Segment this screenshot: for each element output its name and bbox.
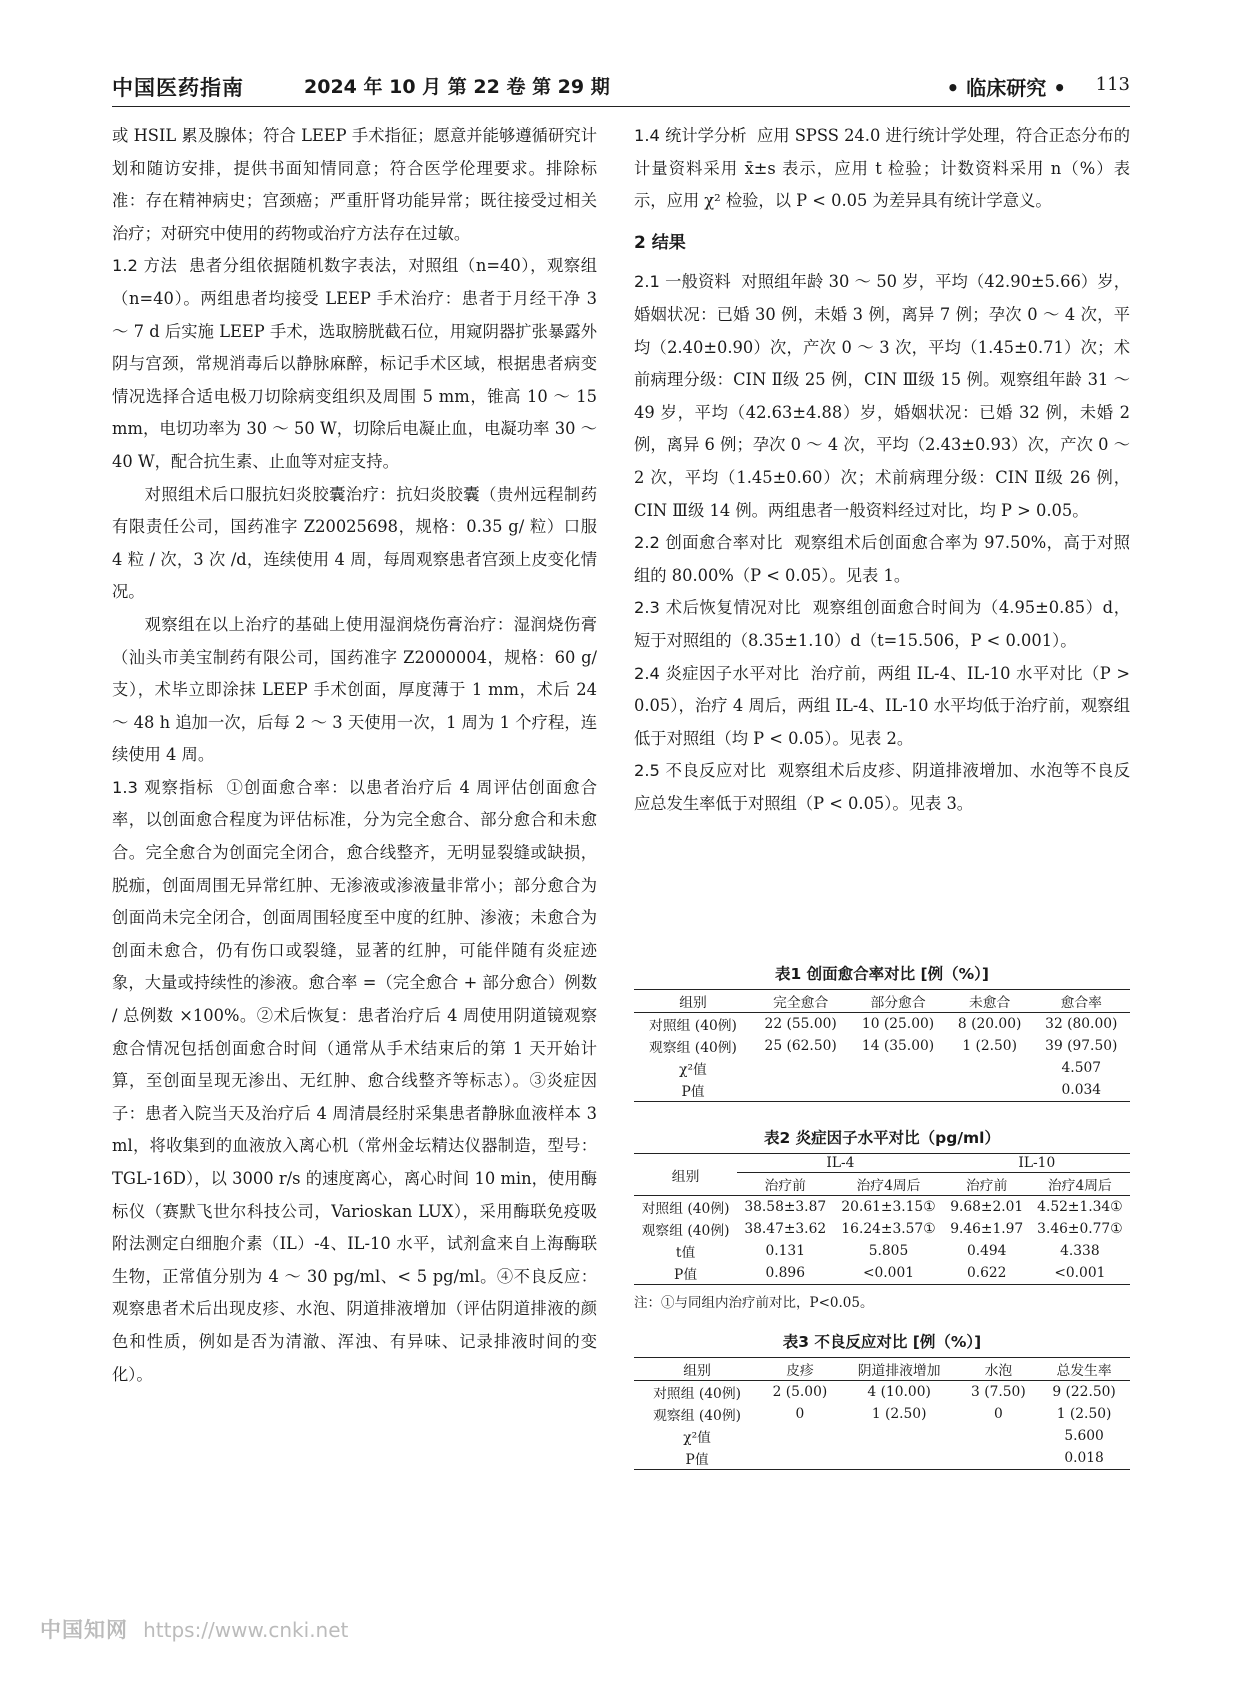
- table-cell: 38.47±3.62: [744, 1221, 827, 1237]
- table-cell: χ²值: [679, 1062, 707, 1078]
- table-row: [634, 1196, 1130, 1219]
- paragraph-text: 对照组年龄 30 ～ 50 岁，平均（42.90±5.66）岁，婚姻状况：已婚 30 例，未婚 3 例，离异 7 例；孕次 0 ～ 4 次，平均（2.40±0.90）次，产次 0 ～ 3 次，平均（1.45±0.71）次；术前病理分级：CIN Ⅱ级 25 例，CIN Ⅲ级 15 例。观察组年龄 31 ～ 49 岁，平均（42.63±4.88）岁，婚姻状况：已婚 32 例，未婚 2 例，离异 6 例；孕次 0 ～ 4 次，平均（2.43±0.93）次，产次 0 ～ 2 次，平均（1.45±0.60）次；术前病理分级：CIN Ⅱ级 26 例，CIN Ⅲ级 14 例。两组患者一般资料经过对比，均 P > 0.05。: [634, 272, 1130, 520]
- table-cell: 观察组 (40例): [653, 1408, 742, 1424]
- table-cell: 对照组 (40例): [649, 1018, 737, 1034]
- column-header: 愈合率: [1033, 990, 1130, 1013]
- table-row: [634, 1381, 1130, 1404]
- table-3: [634, 1330, 1130, 1470]
- table-cell: t值: [675, 1245, 696, 1261]
- table-title: 表1 创面愈合率对比 [例（%）]: [774, 965, 990, 983]
- table-cell: 4 (10.00): [867, 1384, 931, 1400]
- table-cell: 0.494: [966, 1243, 1007, 1259]
- table-cell: P值: [634, 1447, 760, 1470]
- paragraph-text: 对照组术后口服抗妇炎胶囊治疗：抗妇炎胶囊（贵州远程制药有限责任公司，国药准字 Z20025698，规格：0.35 g/ 粒）口服 4 粒 / 次，3 次 /d，连续使用 4 周，每周观察患者宫颈上皮变化情况。: [112, 484, 597, 602]
- table-cell: 39 (97.50): [1045, 1038, 1118, 1054]
- issue-info: 2024 年 10 月 第 22 卷 第 29 期: [304, 76, 610, 98]
- paragraph: [112, 772, 597, 1391]
- column-group-header: IL-4: [737, 1154, 943, 1173]
- table-cell: [760, 1447, 840, 1470]
- paragraph-text: 观察组创面愈合时间为（4.95±0.85）d，短于对照组的（8.35±1.10）d（t=15.506，P < 0.001）。: [634, 598, 1130, 650]
- cnki-url[interactable]: https://www.cnki.net: [143, 1618, 349, 1642]
- column-header: 完全愈合: [752, 990, 849, 1013]
- table-cell: [947, 1057, 1033, 1079]
- table-title: 表3 不良反应对比 [例（%）]: [782, 1333, 982, 1351]
- column-header: 皮疹: [760, 1358, 840, 1381]
- table-1: [634, 962, 1130, 1102]
- subsection-heading: 2.4 炎症因子水平对比: [634, 663, 800, 683]
- table-cell: 0.896: [737, 1262, 833, 1285]
- healing-rate-table: [634, 989, 1130, 1102]
- subsection-heading: 2.2 创面愈合率对比: [634, 533, 783, 553]
- paragraph: [634, 755, 1130, 820]
- table-cell: 5.805: [868, 1243, 909, 1259]
- subsection-heading: 1.3 观察指标: [112, 777, 214, 797]
- subsection-heading: 1.2 方法: [112, 256, 178, 276]
- table-cell: [959, 1447, 1039, 1470]
- table-cell: 1 (2.50): [871, 1406, 927, 1422]
- column-header: 组别: [634, 990, 752, 1013]
- column-header: 治疗4周后: [833, 1173, 943, 1196]
- table-row: [634, 1240, 1130, 1262]
- table-row: [634, 1057, 1130, 1079]
- table-cell: [849, 1079, 946, 1102]
- page-header: [112, 72, 1130, 108]
- table-cell: 1 (2.50): [962, 1038, 1017, 1054]
- table-note: 注：①与同组内治疗前对比，P<0.05。: [634, 1295, 874, 1311]
- column-header: 治疗前: [944, 1173, 1030, 1196]
- table-row: [634, 1425, 1130, 1447]
- table-title: 表2 炎症因子水平对比（pg/ml）: [764, 1129, 1000, 1147]
- paragraph-text: 观察组在以上治疗的基础上使用湿润烧伤膏治疗：湿润烧伤膏（汕头市美宝制药有限公司，国药准字 Z2000004，规格：60 g/ 支），术毕立即涂抹 LEEP 手术创面，厚度薄于 1 mm，术后 24 ～ 48 h 追加一次，后每 2 ～ 3 天使用一次，1 周为 1 个疗程，连续使用 4 周。: [112, 614, 597, 765]
- page-number: 113: [1095, 74, 1130, 95]
- table-cell: 1 (2.50): [1056, 1406, 1112, 1422]
- table-cell: 3 (7.50): [971, 1384, 1026, 1400]
- table-cell: <0.001: [1030, 1262, 1130, 1285]
- table-row: [634, 1079, 1130, 1102]
- table-cell: [840, 1425, 959, 1447]
- table-cell: 16.24±3.57①: [841, 1221, 936, 1237]
- table-cell: 32 (80.00): [1045, 1016, 1118, 1032]
- table-cell: P值: [634, 1079, 752, 1102]
- table-cell: 25 (62.50): [764, 1038, 837, 1054]
- column-header: 治疗前: [737, 1173, 833, 1196]
- paragraph: [634, 120, 1130, 218]
- table-cell: [752, 1079, 849, 1102]
- table-cell: 对照组 (40例): [641, 1201, 730, 1217]
- table-row: [634, 1262, 1130, 1285]
- paragraph-text: 应用 SPSS 24.0 进行统计学处理，符合正态分布的计量资料采用 x̄±s 表示，应用 t 检验；计数资料采用 n（%）表示，应用 χ² 检验，以 P < 0.05 为差异具有统计学意义。: [634, 126, 1130, 211]
- paragraph: [112, 120, 597, 250]
- column-header: 部分愈合: [849, 990, 946, 1013]
- table-cell: χ²值: [683, 1430, 711, 1446]
- paragraph: [634, 266, 1130, 527]
- table-cell: 10 (25.00): [861, 1016, 935, 1032]
- subsection-heading: 2.5 不良反应对比: [634, 761, 767, 781]
- table-cell: 0: [993, 1406, 1003, 1422]
- column-header: 未愈合: [947, 990, 1033, 1013]
- subsection-heading: 1.4 统计学分析: [634, 126, 747, 145]
- subsection-heading: 2.3 术后恢复情况对比: [634, 598, 802, 618]
- subsection-heading: 2.1 一般资料: [634, 272, 731, 292]
- journal-title: 中国医药指南: [112, 76, 244, 100]
- table-row: [634, 1035, 1130, 1057]
- table-cell: P值: [634, 1262, 737, 1285]
- table-cell: 0.034: [1033, 1079, 1130, 1102]
- column-header: 阴道排液增加: [840, 1358, 959, 1381]
- table-row: [634, 1218, 1130, 1240]
- table-cell: 3.46±0.77①: [1037, 1221, 1123, 1237]
- paragraph: [634, 527, 1130, 592]
- table-cell: 20.61±3.15①: [841, 1199, 936, 1215]
- column-header: 组别: [634, 1154, 737, 1196]
- table-cell: 2 (5.00): [772, 1384, 828, 1400]
- column-group-header: IL-10: [944, 1154, 1130, 1173]
- table-cell: 0.131: [765, 1243, 805, 1259]
- paragraph: [634, 658, 1130, 756]
- paragraph-text: 观察组术后创面愈合率为 97.50%，高于对照组的 80.00%（P < 0.05）。见表 1。: [634, 533, 1130, 585]
- paragraph: [112, 250, 597, 478]
- table-cell: 对照组 (40例): [653, 1386, 742, 1402]
- paragraph-text: ①创面愈合率：以患者治疗后 4 周评估创面愈合率，以创面愈合程度为评估标准，分为完全愈合、部分愈合和未愈合。完全愈合为创面完全闭合，愈合线整齐，无明显裂缝或缺损，脱痂，创面周围无异常红肿、无渗液或渗液量非常小；部分愈合为创面尚未完全闭合，创面周围轻度至中度的红肿、渗液；未愈合为创面未愈合，仍有伤口或裂缝，显著的红肿，可能伴随有炎症迹象，大量或持续性的渗液。愈合率 =（完全愈合 + 部分愈合）例数 / 总例数 ×100%。②术后恢复：患者治疗后 4 周使用阴道镜观察愈合情况包括创面愈合时间（通常从手术结束后的第 1 天开始计算，至创面呈现无渗出、无红肿、愈合线整齐等标志）。③炎症因子：患者入院当天及治疗后 4 周清晨经肘采集患者静脉血液样本 3 ml，将收集到的血液放入离心机（常州金坛精达仪器制造，型号：TGL-16D），以 3000 r/s 的速度离心，离心时间 10 min，使用酶标仪（赛默飞世尔科技公司，Varioskan LUX），采用酶联免疫吸附法测定白细胞介素（IL）-4、IL-10 水平，试剂盒来自上海酶联生物，正常值分别为 4 ～ 30 pg/ml、< 5 pg/ml。④不良反应：观察患者术后出现皮疹、水泡、阴道排液增加（评估阴道排液的颜色和性质，例如是否为清澈、浑浊、有异味、记录排液时间的变化）。: [112, 777, 598, 1384]
- right-column: [634, 120, 1130, 820]
- table-cell: [947, 1079, 1033, 1102]
- table-cell: 0: [795, 1406, 805, 1422]
- table-cell: 14 (35.00): [861, 1038, 935, 1054]
- paragraph-text: 或 HSIL 累及腺体；符合 LEEP 手术指征；愿意并能够遵循研究计划和随访安排，提供书面知情同意；符合医学伦理要求。排除标准：存在精神病史；宫颈癌；严重肝肾功能异常；既往接受过相关治疗；对研究中使用的药物或治疗方法存在过敏。: [112, 126, 597, 243]
- table-cell: 4.338: [1060, 1243, 1100, 1259]
- table-cell: 5.600: [1064, 1428, 1104, 1444]
- table-row: [634, 1403, 1130, 1425]
- column-header: 总发生率: [1038, 1358, 1130, 1381]
- header-rule: [112, 106, 1130, 107]
- table-cell: [752, 1057, 849, 1079]
- table-cell: [760, 1425, 840, 1447]
- table-2: [634, 1126, 1130, 1311]
- table-cell: 22 (55.00): [764, 1016, 837, 1032]
- table-cell: [840, 1447, 959, 1470]
- table-cell: 9 (22.50): [1052, 1384, 1116, 1400]
- inflammation-table: [634, 1153, 1130, 1285]
- paragraph: [112, 479, 597, 609]
- table-cell: 38.58±3.87: [744, 1199, 827, 1215]
- table-cell: 观察组 (40例): [649, 1040, 737, 1056]
- table-cell: 9.68±2.01: [950, 1199, 1024, 1215]
- table-cell: 4.52±1.34①: [1037, 1199, 1123, 1215]
- table-cell: 0.622: [944, 1262, 1030, 1285]
- section-heading: 2 结果: [634, 232, 686, 253]
- section-tag: • 临床研究 •: [946, 76, 1066, 100]
- column-header: 治疗4周后: [1030, 1173, 1130, 1196]
- table-cell: <0.001: [833, 1262, 943, 1285]
- column-header: 组别: [634, 1358, 760, 1381]
- paragraph: [112, 609, 597, 772]
- column-header: 水泡: [959, 1358, 1039, 1381]
- table-cell: 观察组 (40例): [641, 1223, 730, 1239]
- table-cell: 4.507: [1061, 1060, 1102, 1076]
- paragraph-text: 治疗前，两组 IL-4、IL-10 水平对比（P > 0.05），治疗 4 周后，两组 IL-4、IL-10 水平均低于治疗前，观察组低于对照组（均 P < 0.05）。见表 2。: [634, 663, 1130, 748]
- paragraph-text: 观察组术后皮疹、阴道排液增加、水泡等不良反应总发生率低于对照组（P < 0.05）。见表 3。: [634, 761, 1130, 813]
- watermark-footer: [40, 1614, 348, 1644]
- paragraph: [634, 592, 1130, 657]
- left-column: [112, 120, 597, 1391]
- cnki-logo: 中国知网: [40, 1618, 128, 1642]
- paragraph-text: 患者分组依据随机数字表法，对照组（n=40），观察组（n=40）。两组患者均接受 LEEP 手术治疗：患者于月经干净 3 ～ 7 d 后实施 LEEP 手术，选取膀胱截石位，用窥阴器扩张暴露外阴与宫颈，常规消毒后以静脉麻醉，标记手术区域，根据患者病变情况选择合适电极刀切除病变组织及周围 5 mm，锥高 10 ～ 15 mm，电切功率为 30 ～ 50 W，切除后电凝止血，电凝功率 30 ～ 40 W，配合抗生素、止血等对症支持。: [112, 256, 597, 471]
- table-cell: 0.018: [1038, 1447, 1130, 1470]
- table-row: [634, 1447, 1130, 1470]
- table-cell: 9.46±1.97: [950, 1221, 1024, 1237]
- adverse-reaction-table: [634, 1357, 1130, 1470]
- table-cell: [849, 1057, 946, 1079]
- table-row: [634, 1013, 1130, 1036]
- table-cell: 8 (20.00): [957, 1016, 1022, 1032]
- table-cell: [959, 1425, 1039, 1447]
